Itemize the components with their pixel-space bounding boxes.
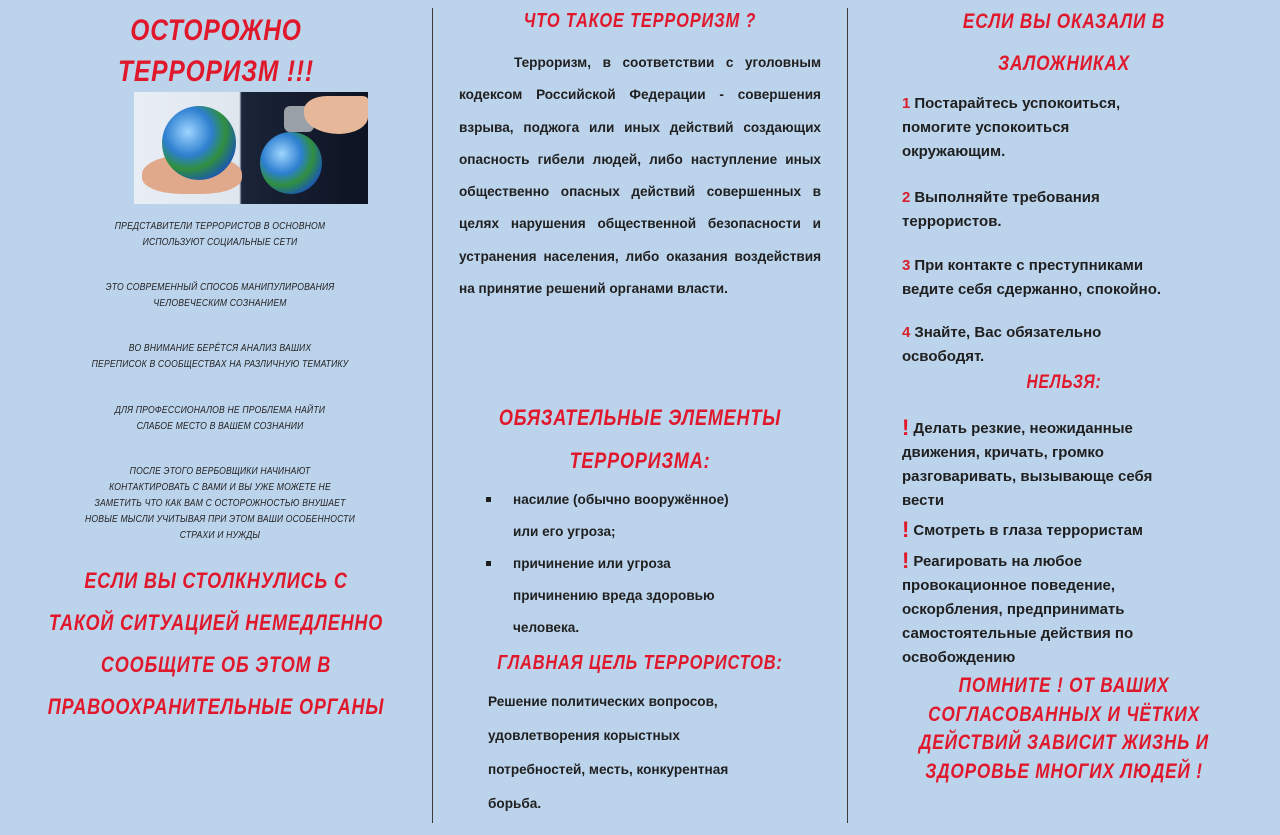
forbidden-line: Реагировать на любое (913, 553, 1083, 570)
step-line: При контакте с преступниками (914, 257, 1144, 274)
forbidden-line: оскорбления, предпринимать (902, 601, 1125, 618)
step-line: Знайте, Вас обязательно (914, 324, 1102, 341)
note-line: КОНТАКТИРОВАТЬ С ВАМИ И ВЫ УЖЕ МОЖЕТЕ НЕ (109, 482, 331, 493)
note-line: ВО ВНИМАНИЕ БЕРЁТСЯ АНАЛИЗ ВАШИХ (128, 343, 312, 354)
definition-text: Терроризм, в соответствии с уголовным кодексом Российской Федерации - совершения взрыва, поджога или иных действий создающих опасность гибели людей, либо наступление иных общественно опасных действий совершенных в целях нарушения общественной безопасности и устранения населения, либо оказания воздействия на принятие решений органами власти. (459, 55, 821, 297)
step-line: освободят. (902, 348, 985, 365)
call-line-2: ТАКОЙ СИТУАЦИЕЙ НЕМЕДЛЕННО (48, 610, 384, 635)
globe-illustration (134, 92, 368, 204)
exclamation-icon: ! (902, 517, 910, 542)
call-line-4: ПРАВООХРАНИТЕЛЬНЫЕ ОРГАНЫ (47, 694, 385, 719)
column-definition (433, 0, 847, 835)
call-line-3: СООБЩИТЕ ОБ ЭТОМ В (100, 652, 332, 677)
globe-right (260, 132, 322, 194)
elements-list (513, 484, 823, 644)
forbidden-line: провокационное поведение, (902, 577, 1116, 594)
goal-text (488, 685, 808, 821)
step-4 (902, 321, 1252, 369)
step-2 (902, 186, 1252, 234)
note-weak-spot (65, 403, 375, 435)
list-item-line: причинению вреда здоровью (513, 588, 715, 603)
note-line: СЛАБОЕ МЕСТО В ВАШЕМ СОЗНАНИИ (136, 421, 304, 432)
goal-heading: ГЛАВНАЯ ЦЕЛЬ ТЕРРОРИСТОВ: (497, 652, 783, 674)
note-line: ЗАМЕТИТЬ ЧТО КАК ВАМ С ОСТОРОЖНОСТЬЮ ВНУШАЕТ (94, 498, 346, 509)
forbidden-line: вести (902, 492, 945, 509)
list-item-line: причинение или угроза (513, 556, 671, 571)
hostage-heading-1: ЕСЛИ ВЫ ОКАЗАЛИ В (962, 10, 1166, 33)
step-line: ведите себя сдержанно, спокойно. (902, 281, 1162, 298)
note-social-networks (65, 219, 375, 251)
bullet-icon (486, 561, 491, 566)
goal-line: борьба. (488, 796, 542, 811)
step-line: окружающим. (902, 143, 1006, 160)
forbidden-line: движения, кричать, громко (902, 444, 1104, 461)
elements-heading-1: ОБЯЗАТЕЛЬНЫЕ ЭЛЕМЕНТЫ (498, 405, 782, 430)
remember-message (887, 672, 1241, 786)
goal-line: удовлетворения корыстных (488, 728, 680, 743)
step-line: Постарайтесь успокоиться, (914, 95, 1121, 112)
remember-line: ПОМНИТЕ ! ОТ ВАШИХ (958, 674, 1170, 697)
step-number: 4 (902, 324, 911, 341)
elements-heading-2: ТЕРРОРИЗМА: (569, 448, 711, 473)
step-1 (902, 92, 1252, 164)
title-line-2: ТЕРРОРИЗМ !!! (118, 55, 314, 88)
note-line: НОВЫЕ МЫСЛИ УЧИТЫВАЯ ПРИ ЭТОМ ВАШИ ОСОБЕННОСТИ (85, 514, 355, 525)
forbidden-1 (902, 416, 1252, 513)
forbidden-3 (902, 549, 1252, 670)
exclamation-icon: ! (902, 548, 910, 573)
note-manipulation (65, 280, 375, 312)
note-line: СТРАХИ И НУЖДЫ (179, 530, 261, 541)
step-line: помогите успокоиться (902, 119, 1070, 136)
list-item (513, 484, 823, 548)
goal-line: Решение политических вопросов, (488, 694, 718, 709)
note-line: ДЛЯ ПРОФЕССИОНАЛОВ НЕ ПРОБЛЕМА НАЙТИ (114, 405, 326, 416)
note-line: ЧЕЛОВЕЧЕСКИМ СОЗНАНИЕМ (153, 298, 287, 309)
list-item-line: человека. (513, 620, 580, 635)
list-item-line: насилие (обычно вооружённое) (513, 492, 729, 507)
list-item (513, 548, 823, 644)
remember-line: СОГЛАСОВАННЫХ И ЧЁТКИХ (928, 702, 1200, 726)
remember-line: ЗДОРОВЬЕ МНОГИХ ЛЮДЕЙ ! (925, 759, 1203, 783)
call-line-1: ЕСЛИ ВЫ СТОЛКНУЛИСЬ С (84, 568, 348, 593)
forbidden-line: Делать резкие, неожиданные (913, 420, 1133, 437)
note-recruiters (65, 464, 375, 544)
column-hostage (848, 0, 1280, 835)
forbidden-heading: НЕЛЬЗЯ: (1026, 372, 1102, 393)
step-number: 2 (902, 189, 911, 206)
forbidden-line: освобождению (902, 649, 1016, 666)
list-item-line: или его угроза; (513, 524, 616, 539)
forbidden-line: разговаривать, вызывающе себя (902, 468, 1153, 485)
hand-shape (304, 96, 368, 134)
goal-line: потребностей, месть, конкурентная (488, 762, 729, 777)
step-line: террористов. (902, 213, 1002, 230)
note-line: ИСПОЛЬЗУЮТ СОЦИАЛЬНЫЕ СЕТИ (142, 237, 298, 248)
column-warning (0, 0, 432, 835)
step-line: Выполняйте требования (914, 189, 1100, 206)
step-number: 1 (902, 95, 911, 112)
note-line: ПЕРЕПИСОК В СООБЩЕСТВАХ НА РАЗЛИЧНУЮ ТЕМАТИКУ (91, 359, 349, 370)
bullet-icon (486, 497, 491, 502)
note-line: ЭТО СОВРЕМЕННЫЙ СПОСОБ МАНИПУЛИРОВАНИЯ (105, 282, 335, 293)
step-number: 3 (902, 257, 911, 274)
title-line-1: ОСТОРОЖНО (130, 14, 302, 47)
globe-left (162, 106, 236, 180)
note-line: ПОСЛЕ ЭТОГО ВЕРБОВЩИКИ НАЧИНАЮТ (129, 466, 311, 477)
hostage-heading-2: ЗАЛОЖНИКАХ (998, 52, 1130, 75)
step-3 (902, 254, 1252, 302)
forbidden-line: самостоятельные действия по (902, 625, 1134, 642)
forbidden-2 (902, 518, 1252, 543)
note-analysis (65, 341, 375, 373)
forbidden-line: Смотреть в глаза террористам (913, 522, 1144, 539)
note-line: ПРЕДСТАВИТЕЛИ ТЕРРОРИСТОВ В ОСНОВНОМ (114, 221, 326, 232)
remember-line: ДЕЙСТВИЙ ЗАВИСИТ ЖИЗНЬ И (919, 731, 1209, 754)
definition-heading: ЧТО ТАКОЕ ТЕРРОРИЗМ ? (523, 10, 757, 32)
exclamation-icon: ! (902, 415, 910, 440)
